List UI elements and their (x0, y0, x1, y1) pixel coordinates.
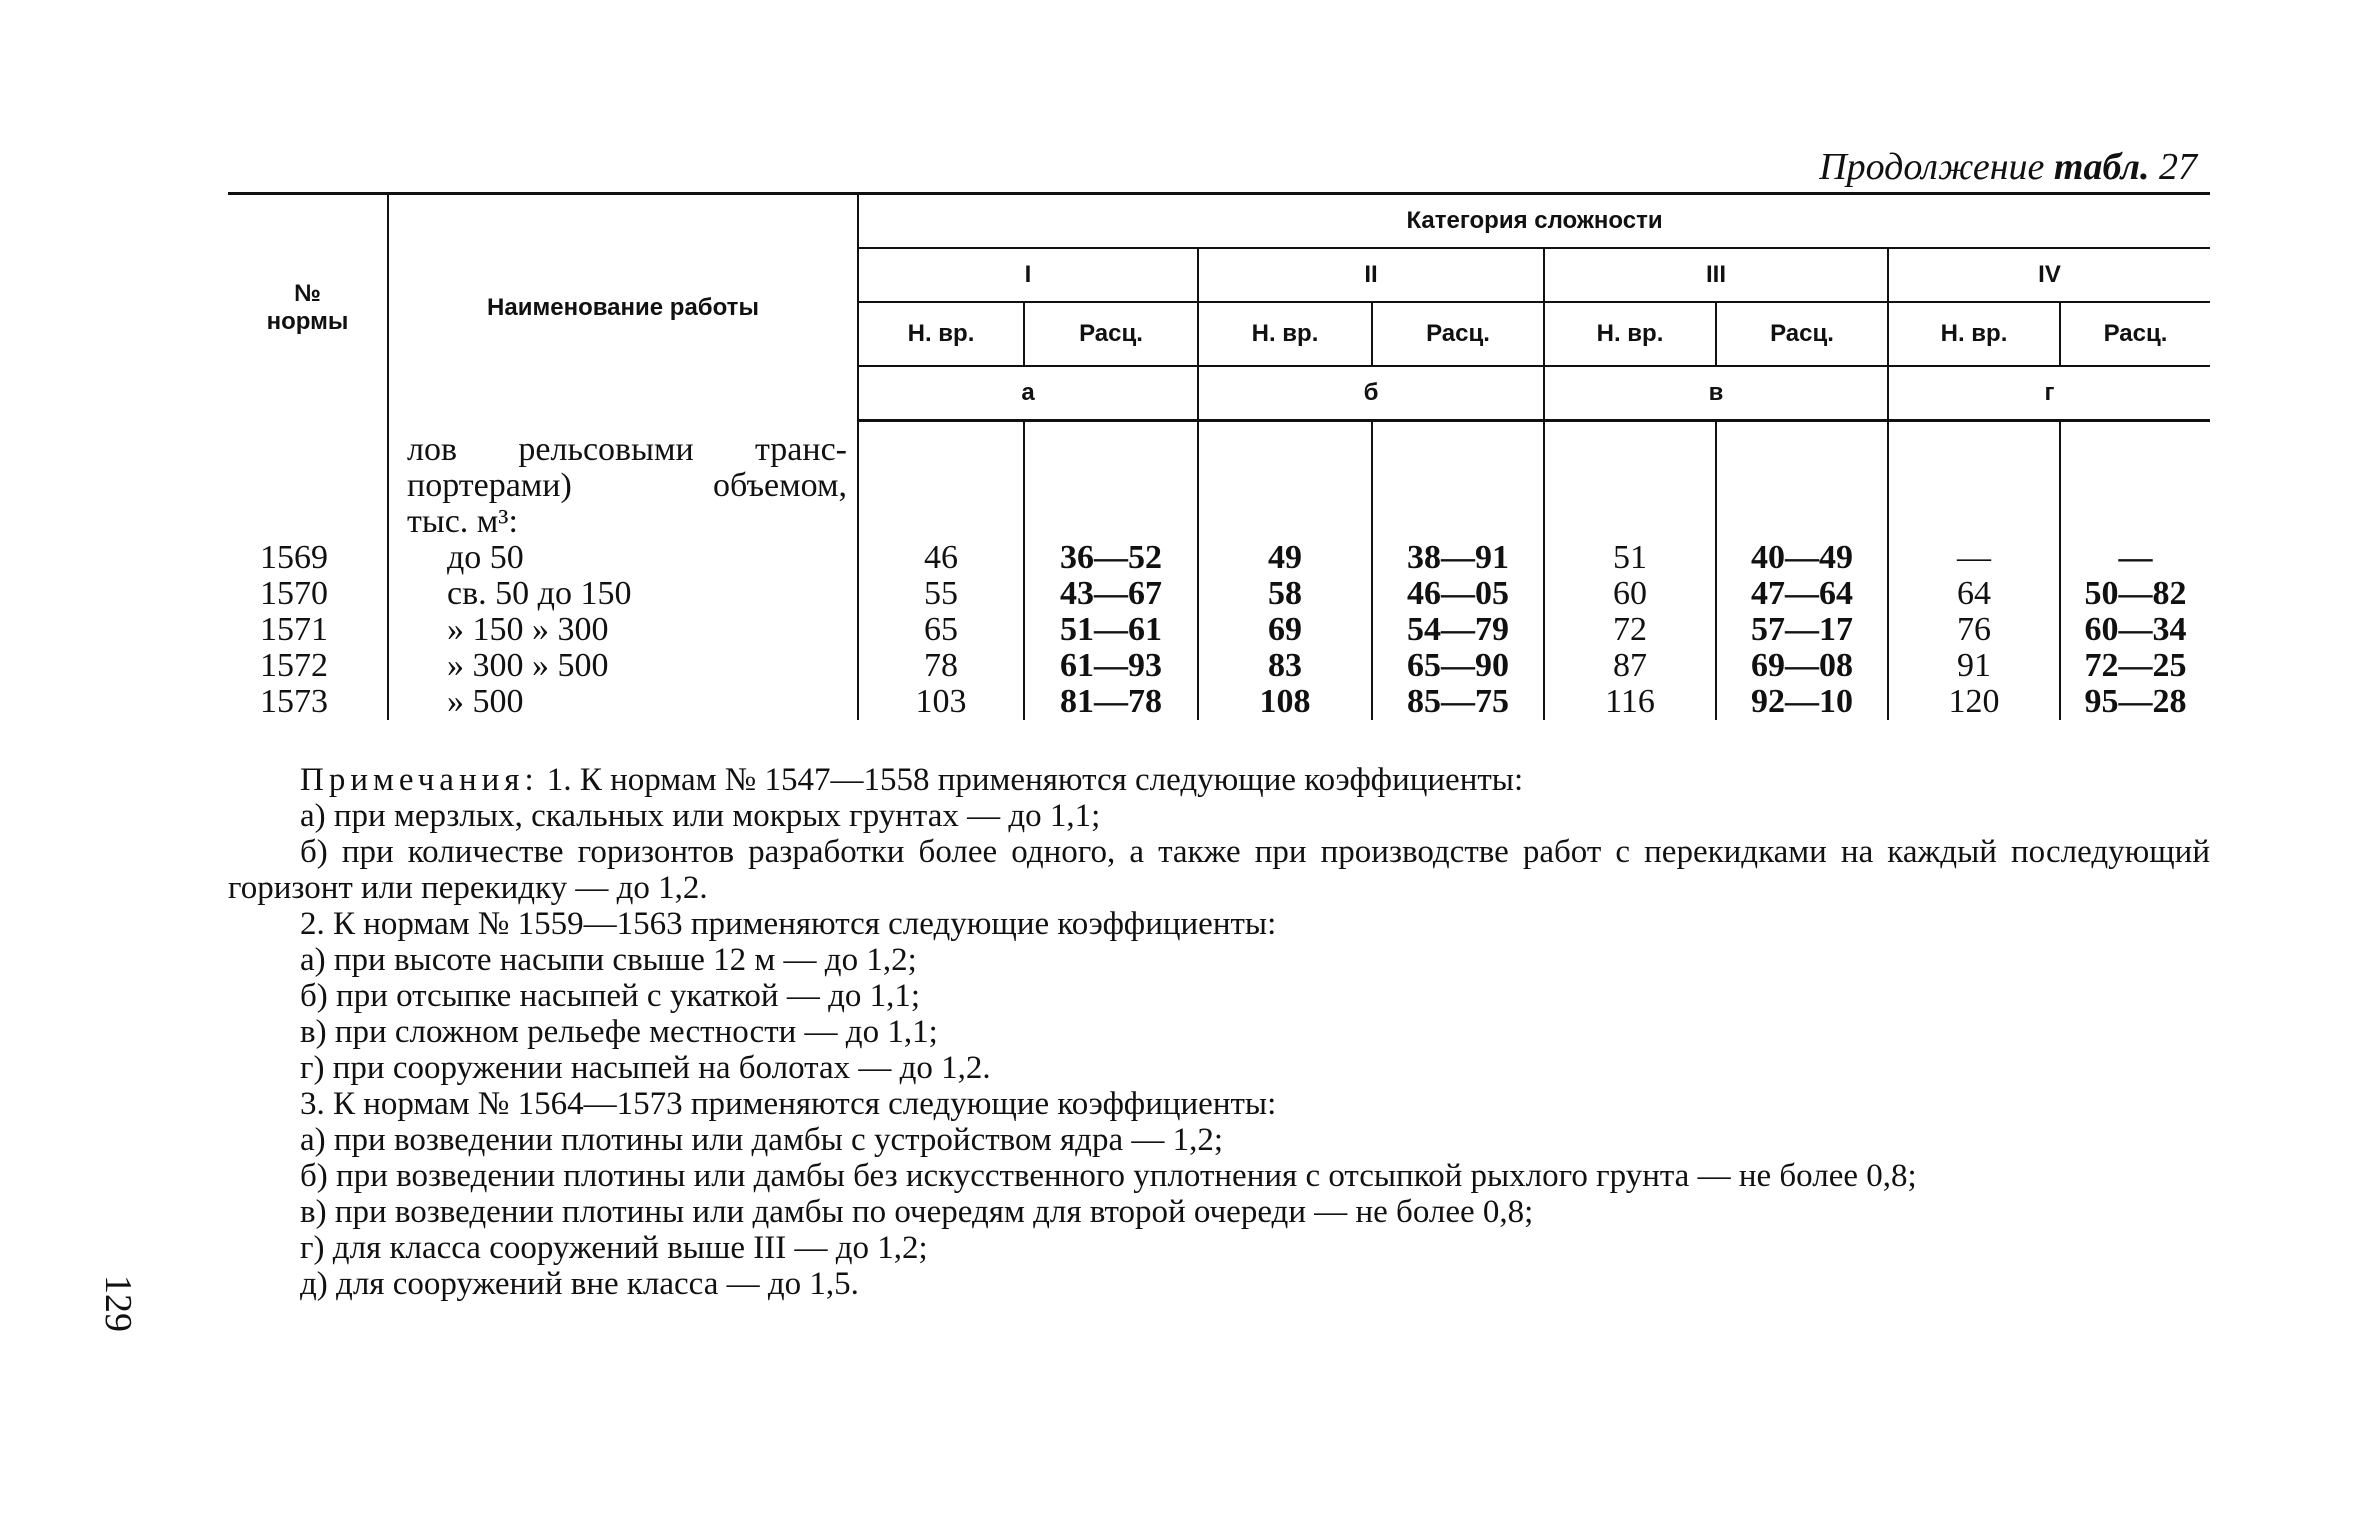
header-column-letter: в (1544, 366, 1888, 421)
rate-cell: 54—79 (1372, 612, 1544, 648)
norm-number: 1571 (260, 611, 328, 648)
rate-cell: 57—17 (1716, 612, 1888, 648)
rate-cell: 95—28 (2060, 684, 2210, 720)
time-norm-cell: 83 (1198, 648, 1372, 684)
time-norm-cell: 46 (858, 540, 1024, 576)
header-category-roman: III (1544, 248, 1888, 302)
table-row (228, 576, 2210, 612)
work-intro-line: портерами) объемом, (407, 467, 847, 504)
time-norm-cell: 55 (858, 576, 1024, 612)
work-intro-line: тыс. м³: (407, 503, 518, 540)
time-norm-cell: 69 (1198, 612, 1372, 648)
header-rate: Расц. (2060, 302, 2210, 366)
note-item: а) при возведении плотины или дамбы с устройством ядра — 1,2; (300, 1122, 1224, 1158)
time-norm-cell: 116 (1544, 684, 1716, 720)
rate-cell: — (2060, 540, 2210, 576)
table-row (228, 684, 2210, 720)
note-item: 3. К нормам № 1564—1573 применяются следующие коэффициенты: (300, 1086, 1277, 1122)
work-name: » 150 » 300 (447, 611, 609, 648)
rate-cell: 46—05 (1372, 576, 1544, 612)
continuation-prefix: Продолжение (1819, 146, 2045, 188)
work-name: » 300 » 500 (447, 647, 609, 684)
rate-cell: 36—52 (1024, 540, 1198, 576)
header-rate: Расц. (1024, 302, 1198, 366)
work-intro-line: лов рельсовыми транс- (407, 431, 847, 468)
note-item: г) при сооружении насыпей на болотах — до 1,2. (300, 1050, 991, 1086)
header-column-letter: б (1198, 366, 1544, 421)
rate-cell: 65—90 (1372, 648, 1544, 684)
time-norm-cell: 108 (1198, 684, 1372, 720)
time-norm-cell: 103 (858, 684, 1024, 720)
note-item: б) при возведении плотины или дамбы без искусственного уплотнения с отсыпкой рыхлого грунта — не более 0,8; (300, 1158, 1917, 1194)
rate-cell: 38—91 (1372, 540, 1544, 576)
time-norm-cell: 76 (1888, 612, 2060, 648)
header-category: Категория сложности (858, 194, 2210, 249)
note-item: Примечания: 1. К нормам № 1547—1558 применяются следующие коэффициенты: (300, 762, 1524, 798)
work-name: » 500 (447, 683, 524, 720)
header-time-norm: Н. вр. (858, 302, 1024, 366)
norms-table (228, 192, 2210, 720)
table-row (228, 540, 2210, 576)
note-item: в) при сложном рельефе местности — до 1,1; (300, 1014, 938, 1050)
notes-title: Примечания: (300, 762, 539, 798)
time-norm-cell: 120 (1888, 684, 2060, 720)
table-row (228, 612, 2210, 648)
time-norm-cell: 58 (1198, 576, 1372, 612)
time-norm-cell: 64 (1888, 576, 2060, 612)
header-column-letter: г (1888, 366, 2210, 421)
header-work-name: Наименование работы (388, 194, 858, 421)
note-item: 2. К нормам № 1559—1563 применяются следующие коэффициенты: (300, 906, 1277, 942)
time-norm-cell: — (1888, 540, 2060, 576)
note-item: а) при мерзлых, скальных или мокрых грунтах — до 1,1; (300, 798, 1101, 834)
continuation-number: 27 (2159, 146, 2197, 188)
header-category-roman: IV (1888, 248, 2210, 302)
header-rate: Расц. (1372, 302, 1544, 366)
norm-number: 1569 (260, 539, 328, 576)
header-category-roman: II (1198, 248, 1544, 302)
time-norm-cell: 78 (858, 648, 1024, 684)
rate-cell: 51—61 (1024, 612, 1198, 648)
rate-cell: 92—10 (1716, 684, 1888, 720)
page-number: 129 (97, 1275, 139, 1332)
time-norm-cell: 65 (858, 612, 1024, 648)
time-norm-cell: 60 (1544, 576, 1716, 612)
time-norm-cell: 51 (1544, 540, 1716, 576)
header-time-norm: Н. вр. (1544, 302, 1716, 366)
continuation-tabl: табл. (2053, 146, 2150, 188)
work-intro (388, 432, 858, 540)
work-name: до 50 (447, 539, 524, 576)
note-item: в) при возведении плотины или дамбы по очередям для второй очереди — не более 0,8; (300, 1194, 1534, 1230)
rate-cell: 81—78 (1024, 684, 1198, 720)
time-norm-cell: 72 (1544, 612, 1716, 648)
header-category-roman: I (858, 248, 1198, 302)
norm-number: 1573 (260, 683, 328, 720)
header-norm-number: № нормы (228, 194, 388, 421)
rate-cell: 50—82 (2060, 576, 2210, 612)
rate-cell: 85—75 (1372, 684, 1544, 720)
rate-cell: 60—34 (2060, 612, 2210, 648)
rate-cell: 43—67 (1024, 576, 1198, 612)
rate-cell: 47—64 (1716, 576, 1888, 612)
rate-cell: 61—93 (1024, 648, 1198, 684)
table-row (228, 648, 2210, 684)
norm-number: 1570 (260, 575, 328, 612)
note-item: г) для класса сооружений выше III — до 1,2; (300, 1230, 928, 1266)
work-name: св. 50 до 150 (447, 575, 632, 612)
note-item: а) при высоте насыпи свыше 12 м — до 1,2; (300, 942, 917, 978)
table-continuation-caption (1819, 145, 2197, 189)
note-item: д) для сооружений вне класса — до 1,5. (300, 1266, 859, 1302)
rate-cell: 40—49 (1716, 540, 1888, 576)
notes-section (228, 762, 2210, 1302)
rate-cell: 69—08 (1716, 648, 1888, 684)
note-item: б) при отсыпке насыпей с укаткой — до 1,1; (300, 978, 921, 1014)
note-item: б) при количестве горизонтов разработки более одного, а также при производстве работ с перекидками на каждый последующий горизонт или перекидку — до 1,2. (228, 834, 2210, 906)
norm-number: 1572 (260, 647, 328, 684)
header-column-letter: а (858, 366, 1198, 421)
time-norm-cell: 49 (1198, 540, 1372, 576)
time-norm-cell: 91 (1888, 648, 2060, 684)
time-norm-cell: 87 (1544, 648, 1716, 684)
rate-cell: 72—25 (2060, 648, 2210, 684)
header-rate: Расц. (1716, 302, 1888, 366)
header-time-norm: Н. вр. (1888, 302, 2060, 366)
header-time-norm: Н. вр. (1198, 302, 1372, 366)
